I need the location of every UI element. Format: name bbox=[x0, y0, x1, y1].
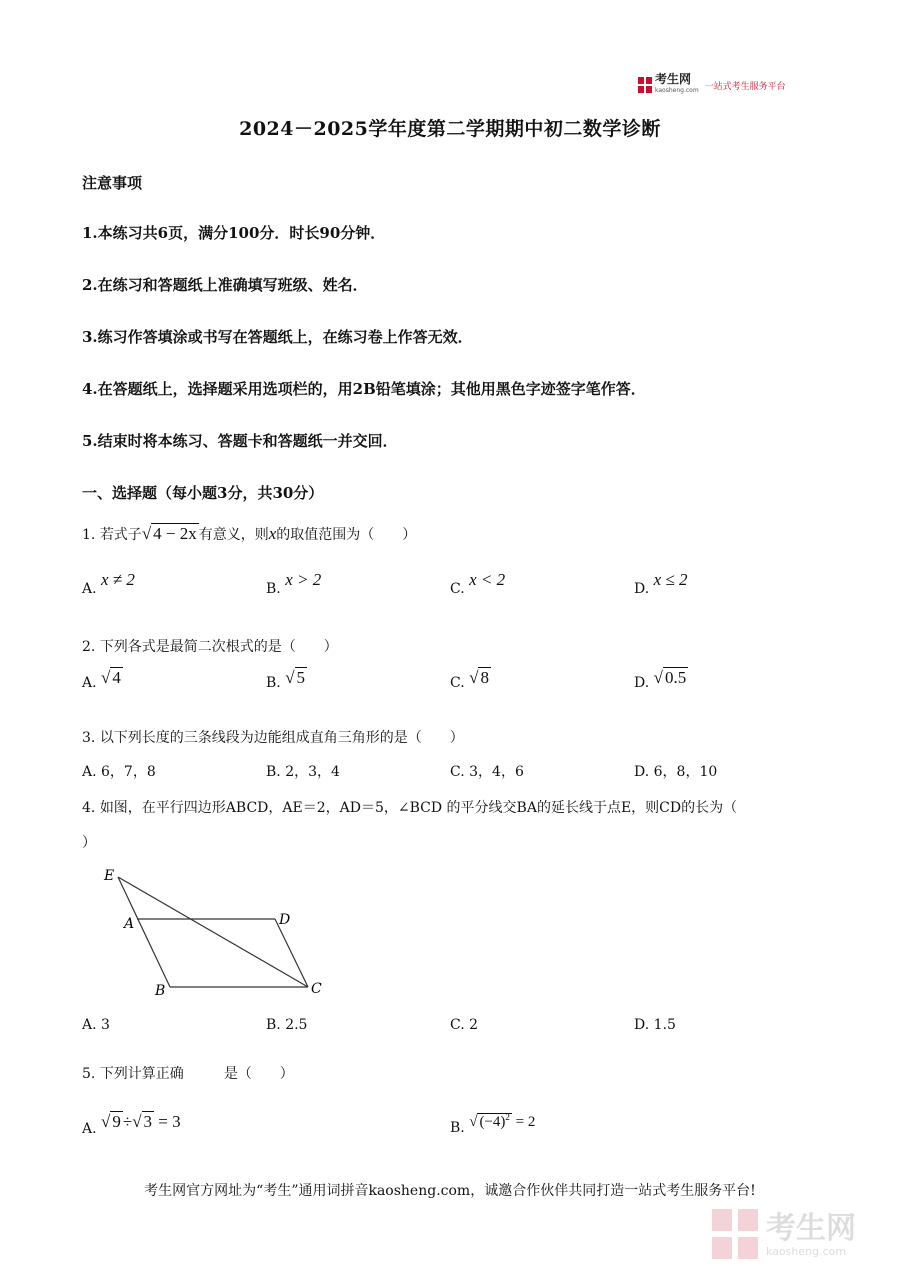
option-text: 3 bbox=[101, 1017, 110, 1033]
option-expr: x > 2 bbox=[285, 570, 322, 589]
label-e: E bbox=[104, 868, 115, 884]
label-b: B bbox=[155, 983, 166, 999]
option-label: C. bbox=[450, 1017, 465, 1033]
option-expr: x ≠ 2 bbox=[101, 570, 135, 589]
option-text: 2，3，4 bbox=[285, 764, 340, 780]
question-text: 的取值范围为（ ） bbox=[276, 527, 417, 543]
label-d: D bbox=[279, 912, 291, 928]
option-label: C. bbox=[450, 581, 465, 597]
option-label: C. bbox=[450, 764, 465, 780]
option-label: A. bbox=[82, 1121, 97, 1137]
option-text: 2.5 bbox=[285, 1017, 308, 1033]
question-text: 下列各式是最简二次根式的是（ ） bbox=[99, 639, 338, 655]
option-text: 2 bbox=[469, 1017, 479, 1033]
q3-option-d[interactable] bbox=[634, 761, 717, 781]
logo-icon bbox=[638, 77, 652, 93]
option-label: B. bbox=[266, 764, 281, 780]
question-text: 有意义，则 bbox=[198, 527, 269, 543]
option-label: D. bbox=[634, 675, 650, 691]
q2-option-c[interactable]: C. √ 8 bbox=[450, 668, 489, 691]
radicand: 4 bbox=[112, 668, 121, 687]
question-text: 若式子 bbox=[99, 527, 142, 543]
question-number: 3. bbox=[82, 730, 96, 746]
q4-option-a[interactable] bbox=[82, 1017, 110, 1033]
question-number: 4. bbox=[82, 800, 96, 816]
watermark-text: 考生网 bbox=[766, 1210, 856, 1246]
option-label: C. bbox=[450, 675, 465, 691]
label-c: C bbox=[311, 981, 322, 997]
brand-name: 考生网 bbox=[655, 72, 692, 86]
watermark-sub: kaosheng.com bbox=[766, 1244, 847, 1258]
question-3 bbox=[82, 727, 464, 747]
radicand: 5 bbox=[296, 668, 306, 687]
option-label: B. bbox=[450, 1120, 465, 1136]
option-expr: x ≤ 2 bbox=[653, 570, 688, 589]
operator: ÷ bbox=[122, 1112, 133, 1131]
q4-option-b[interactable] bbox=[266, 1017, 307, 1033]
q2-option-b[interactable]: B. √ 5 bbox=[266, 668, 306, 691]
question-text: 下列计算正确 bbox=[99, 1066, 184, 1082]
notice-item-3: 3.练习作答填涂或书写在答题纸上，在练习卷上作答无效． bbox=[82, 328, 473, 346]
option-text: 3，4，6 bbox=[469, 764, 524, 780]
section-heading: 一、选择题（每小题3分，共30分） bbox=[82, 484, 324, 502]
notice-item-5: 5.结束时将本练习、答题卡和答题纸一并交回． bbox=[82, 432, 398, 450]
q3-option-b[interactable] bbox=[266, 761, 340, 781]
q1-option-c[interactable] bbox=[450, 570, 506, 598]
question-number: 1. bbox=[82, 527, 96, 543]
option-label: D. bbox=[634, 1017, 650, 1033]
question-number: 2. bbox=[82, 639, 96, 655]
option-label: A. bbox=[82, 1017, 97, 1033]
option-label: B. bbox=[266, 581, 281, 597]
radicand: 3 bbox=[143, 1112, 153, 1131]
q3-option-c[interactable] bbox=[450, 761, 524, 781]
q2-option-a[interactable]: A. √ 4 bbox=[82, 668, 121, 691]
option-text: 6，8，10 bbox=[653, 764, 718, 780]
option-label: A. bbox=[82, 675, 97, 691]
watermark-logo-icon bbox=[712, 1209, 760, 1261]
question-4-close: ） bbox=[82, 835, 96, 851]
q3-option-a[interactable] bbox=[82, 761, 156, 781]
notice-item-1: 1.本练习共6页，满分100分．时长90分钟． bbox=[82, 224, 386, 242]
result: = 2 bbox=[515, 1114, 536, 1130]
line-eb bbox=[118, 877, 170, 987]
sqrt-expression: √ 4 − 2x bbox=[141, 524, 197, 543]
q4-option-d[interactable] bbox=[634, 1017, 676, 1033]
option-label: B. bbox=[266, 1017, 281, 1033]
option-expr: x < 2 bbox=[469, 570, 506, 589]
option-label: B. bbox=[266, 675, 281, 691]
question-text: 如图，在平行四边形ABCD，AE＝2，AD＝5，∠BCD 的平分线交BA的延长线于点E，则CD的长为（ bbox=[99, 800, 738, 816]
q2-option-d[interactable]: D. √ 0.5 bbox=[634, 668, 687, 691]
label-a: A bbox=[124, 916, 135, 932]
result: = 3 bbox=[158, 1112, 181, 1131]
exponent: 2 bbox=[505, 1112, 510, 1122]
page-title: 2024－2025学年度第二学期期中初二数学诊断 bbox=[239, 118, 661, 140]
slogan: 一站式考生服务平台 bbox=[704, 81, 786, 92]
radicand: (−4) bbox=[479, 1114, 506, 1130]
parallelogram-figure bbox=[100, 862, 340, 1002]
brand-domain: kaosheng.com bbox=[655, 87, 699, 94]
option-text: 6，7，8 bbox=[101, 764, 156, 780]
q1-option-d[interactable] bbox=[634, 570, 688, 598]
q4-option-c[interactable] bbox=[450, 1017, 478, 1033]
radicand: 8 bbox=[480, 668, 489, 687]
radicand: 4 − 2x bbox=[153, 524, 197, 543]
option-label: D. bbox=[634, 581, 650, 597]
logo-brand bbox=[655, 74, 699, 96]
radicand: 9 bbox=[112, 1112, 121, 1131]
option-text: 1.5 bbox=[653, 1017, 676, 1033]
notice-heading: 注意事项 bbox=[82, 174, 143, 192]
question-4 bbox=[82, 797, 822, 817]
footer-note: 考生网官方网址为“考生”通用词拼音kaosheng.com，诚邀合作伙伴共同打造一站式考生服务平台! bbox=[144, 1183, 756, 1199]
q5-option-b[interactable]: B. √ $(-4)^2 = 2$ bbox=[450, 1112, 536, 1136]
question-1 bbox=[82, 524, 416, 544]
option-label: A. bbox=[82, 581, 97, 597]
q5-option-a[interactable]: A. √ 9 ÷√ 3 = 3 bbox=[82, 1112, 181, 1137]
question-text: 是（ ） bbox=[223, 1066, 294, 1082]
option-label: A. bbox=[82, 764, 97, 780]
watermark bbox=[712, 1205, 872, 1265]
notice-item-4: 4.在答题纸上，选择题采用选项栏的，用2B铅笔填涂；其他用黑色字迹签字笔作答． bbox=[82, 380, 646, 398]
line-ec bbox=[118, 877, 308, 987]
question-2 bbox=[82, 636, 338, 656]
question-text: 以下列长度的三条线段为边能组成直角三角形的是（ ） bbox=[99, 730, 464, 746]
radicand: 0.5 bbox=[664, 668, 687, 687]
question-5 bbox=[82, 1063, 294, 1083]
q1-option-b[interactable] bbox=[266, 570, 322, 598]
q1-option-a[interactable] bbox=[82, 570, 135, 598]
question-number: 5. bbox=[82, 1066, 96, 1082]
option-label: D. bbox=[634, 764, 650, 780]
header-logo bbox=[638, 72, 808, 98]
variable: x bbox=[268, 524, 277, 543]
notice-item-2: 2.在练习和答题纸上准确填写班级、姓名． bbox=[82, 276, 368, 294]
